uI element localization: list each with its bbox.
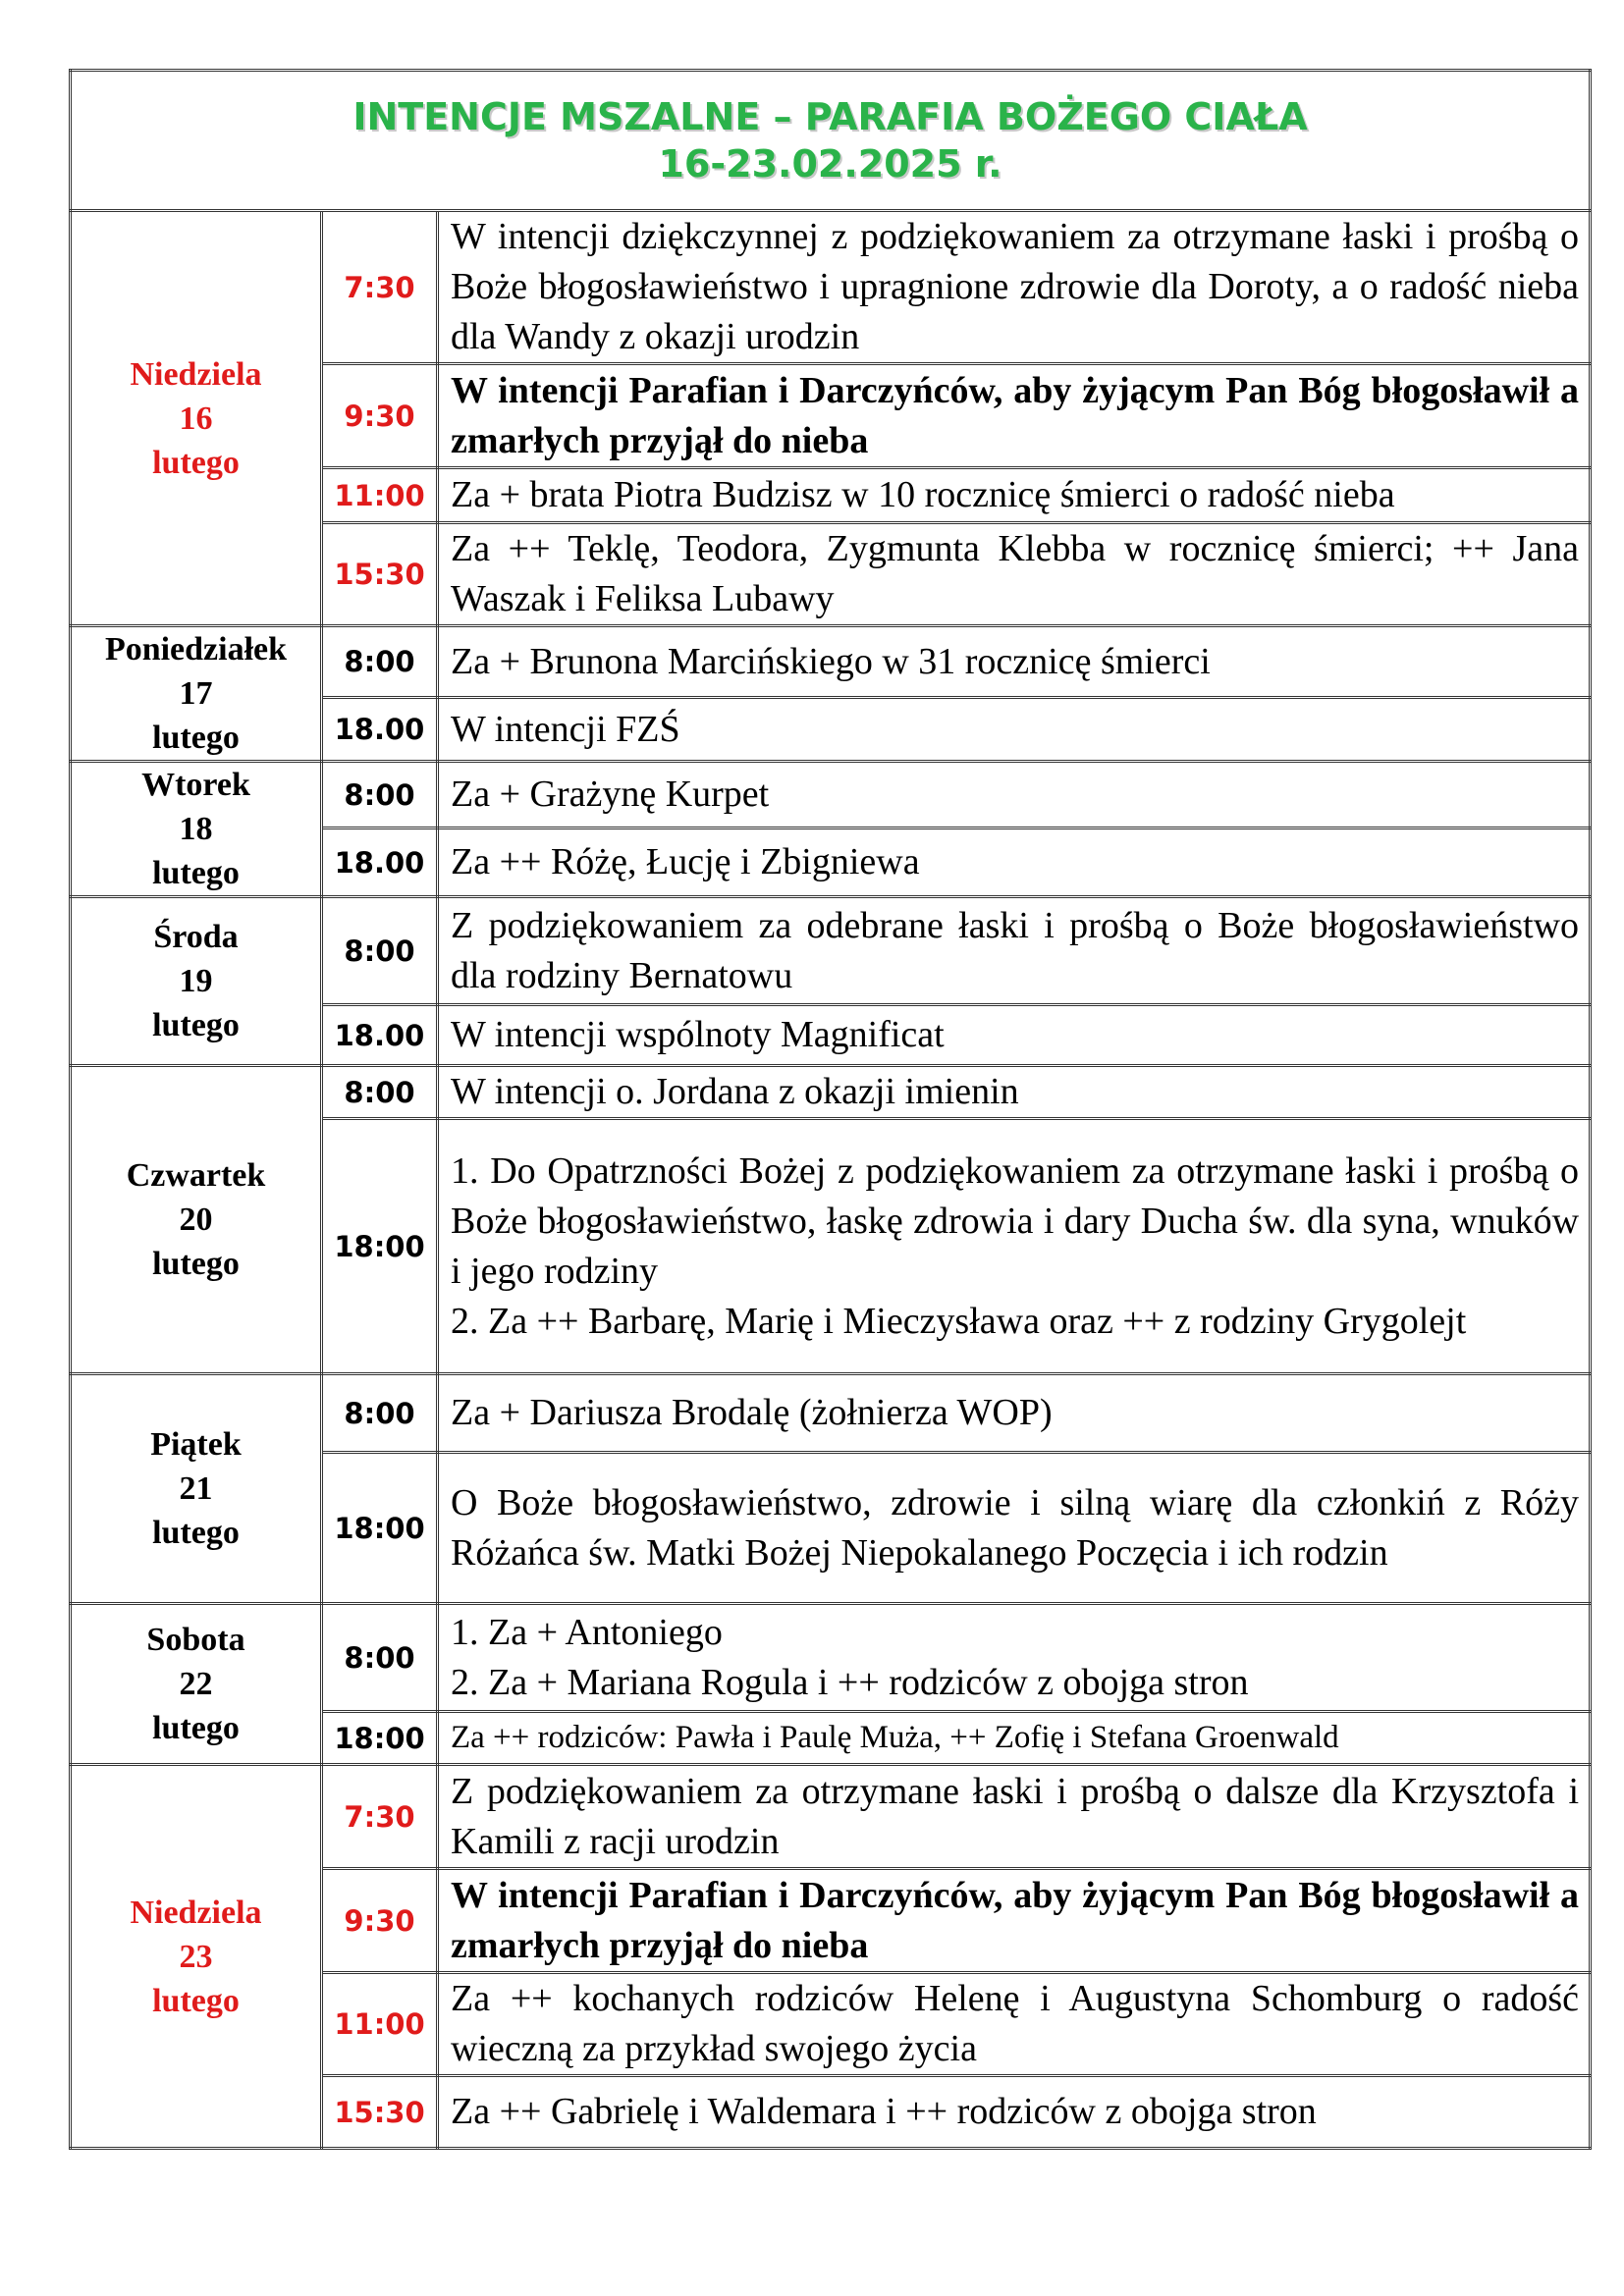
intention-item: 1. Za + Antoniego — [451, 1611, 723, 1653]
intentions-table — [69, 69, 1592, 2150]
mass-row — [71, 1374, 1591, 1453]
day-month: lutego — [152, 1246, 240, 1282]
title-cell — [71, 71, 1591, 211]
mass-intention: W intencji Parafian i Darczyńców, aby żyjącym Pan Bóg błogosławił a zmarłych przyjął do nieba — [438, 364, 1591, 468]
mass-intention: Za + Dariusza Brodalę (żołnierza WOP) — [438, 1374, 1591, 1453]
mass-time: 18.00 — [322, 1005, 438, 1066]
mass-intention: Za + Grażynę Kurpet — [438, 762, 1591, 828]
mass-time: 15:30 — [322, 523, 438, 626]
mass-row — [71, 762, 1591, 828]
mass-intention: Za + Brunona Marcińskiego w 31 rocznicę śmierci — [438, 626, 1591, 698]
mass-row — [71, 897, 1591, 1005]
mass-intention: Z podziękowaniem za odebrane łaski i prośbą o Boże błogosławieństwo dla rodziny Bernatowu — [438, 897, 1591, 1005]
day-number: 18 — [179, 811, 213, 847]
mass-time: 7:30 — [322, 1765, 438, 1869]
day-number: 22 — [179, 1666, 213, 1702]
mass-time: 11:00 — [322, 1973, 438, 2076]
mass-time: 8:00 — [322, 762, 438, 828]
mass-time: 11:00 — [322, 468, 438, 523]
mass-intention: W intencji o. Jordana z okazji imienin — [438, 1066, 1591, 1119]
intention-item: 1. Do Opatrzności Bożej z podziękowaniem za otrzymane łaski i prośbą o Boże błogosławieństwo, łaskę zdrowia i dary Ducha św. dla syna, wnuków i jego rodziny — [451, 1149, 1580, 1292]
mass-intention: W intencji Parafian i Darczyńców, aby żyjącym Pan Bóg błogosławił a zmarłych przyjął do nieba — [438, 1869, 1591, 1973]
mass-intention: W intencji FZŚ — [438, 698, 1591, 762]
mass-time: 7:30 — [322, 211, 438, 364]
mass-intention: W intencji dziękczynnej z podziękowaniem za otrzymane łaski i prośbą o Boże błogosławieństwo i upragnione zdrowie dla Doroty, a o radość nieba dla Wandy z okazji urodzin — [438, 211, 1591, 364]
mass-intention: Za ++ kochanych rodziców Helenę i Augustyna Schomburg o radość wieczną za przykład swojego życia — [438, 1973, 1591, 2076]
day-name: Niedziela — [130, 355, 262, 393]
mass-intention: Za ++ Teklę, Teodora, Zygmunta Klebba w rocznicę śmierci; ++ Jana Waszak i Feliksa Lubawy — [438, 523, 1591, 626]
day-name: Wtorek — [141, 767, 250, 803]
mass-intention: W intencji wspólnoty Magnificat — [438, 1005, 1591, 1066]
day-number: 21 — [179, 1470, 213, 1507]
day-name: Sobota — [146, 1622, 245, 1658]
mass-intention: Za ++ rodziców: Pawła i Paulę Muża, ++ Zofię i Stefana Groenwald — [438, 1712, 1591, 1765]
day-number: 20 — [179, 1201, 213, 1238]
mass-time: 8:00 — [322, 1374, 438, 1453]
day-name: Niedziela — [130, 1894, 262, 1931]
mass-intention: Za + brata Piotra Budzisz w 10 rocznicę śmierci o radość nieba — [438, 468, 1591, 523]
day-cell — [71, 1374, 322, 1604]
day-month: lutego — [152, 1007, 240, 1043]
mass-intention: Z podziękowaniem za otrzymane łaski i prośbą o dalsze dla Krzysztofa i Kamili z racji urodzin — [438, 1765, 1591, 1869]
mass-time: 9:30 — [322, 1869, 438, 1973]
mass-row — [71, 1066, 1591, 1119]
day-cell — [71, 897, 322, 1066]
mass-time: 8:00 — [322, 897, 438, 1005]
mass-time: 15:30 — [322, 2076, 438, 2149]
day-cell — [71, 211, 322, 626]
mass-time: 18:00 — [322, 1712, 438, 1765]
day-month: lutego — [152, 720, 240, 756]
mass-row — [71, 211, 1591, 364]
mass-time: 9:30 — [322, 364, 438, 468]
day-name: Piątek — [150, 1426, 242, 1463]
day-number: 23 — [179, 1938, 213, 1975]
day-number: 19 — [179, 963, 213, 999]
mass-row — [71, 1604, 1591, 1712]
day-month: lutego — [152, 1982, 240, 2019]
day-cell — [71, 626, 322, 762]
day-cell — [71, 1066, 322, 1374]
mass-intention: Za ++ Różę, Łucję i Zbigniewa — [438, 828, 1591, 897]
day-month: lutego — [152, 444, 240, 481]
mass-time: 8:00 — [322, 1066, 438, 1119]
day-cell — [71, 1604, 322, 1765]
day-name: Środa — [153, 919, 239, 955]
day-name: Czwartek — [126, 1157, 266, 1194]
mass-time: 18:00 — [322, 1453, 438, 1604]
day-cell — [71, 1765, 322, 2149]
day-name: Poniedziałek — [104, 631, 288, 667]
mass-time: 18.00 — [322, 828, 438, 897]
mass-intention: Za ++ Gabrielę i Waldemara i ++ rodziców z obojga stron — [438, 2076, 1591, 2149]
day-month: lutego — [152, 1710, 240, 1746]
mass-time: 18:00 — [322, 1119, 438, 1374]
title-line-1: INTENCJE MSZALNE – PARAFIA BOŻEGO CIAŁA — [352, 95, 1308, 138]
title-row — [71, 71, 1591, 211]
intention-item: 2. Za + Mariana Rogula i ++ rodziców z obojga stron — [451, 1661, 1249, 1703]
mass-row — [71, 626, 1591, 698]
day-month: lutego — [152, 855, 240, 891]
intention-item: 2. Za ++ Barbarę, Marię i Mieczysława oraz ++ z rodziny Grygolejt — [451, 1300, 1467, 1342]
day-month: lutego — [152, 1515, 240, 1551]
mass-time: 18.00 — [322, 698, 438, 762]
title-line-2: 16-23.02.2025 r. — [658, 142, 1002, 186]
mass-time: 8:00 — [322, 1604, 438, 1712]
day-number: 17 — [179, 675, 213, 712]
mass-intention: O Boże błogosławieństwo, zdrowie i silną wiarę dla członkiń z Róży Różańca św. Matki Bożej Niepokalanego Poczęcia i ich rodzin — [438, 1453, 1591, 1604]
mass-row — [71, 1765, 1591, 1869]
day-cell — [71, 762, 322, 897]
day-number: 16 — [179, 400, 213, 437]
mass-time: 8:00 — [322, 626, 438, 698]
mass-intention — [438, 1119, 1591, 1374]
mass-intention — [438, 1604, 1591, 1712]
